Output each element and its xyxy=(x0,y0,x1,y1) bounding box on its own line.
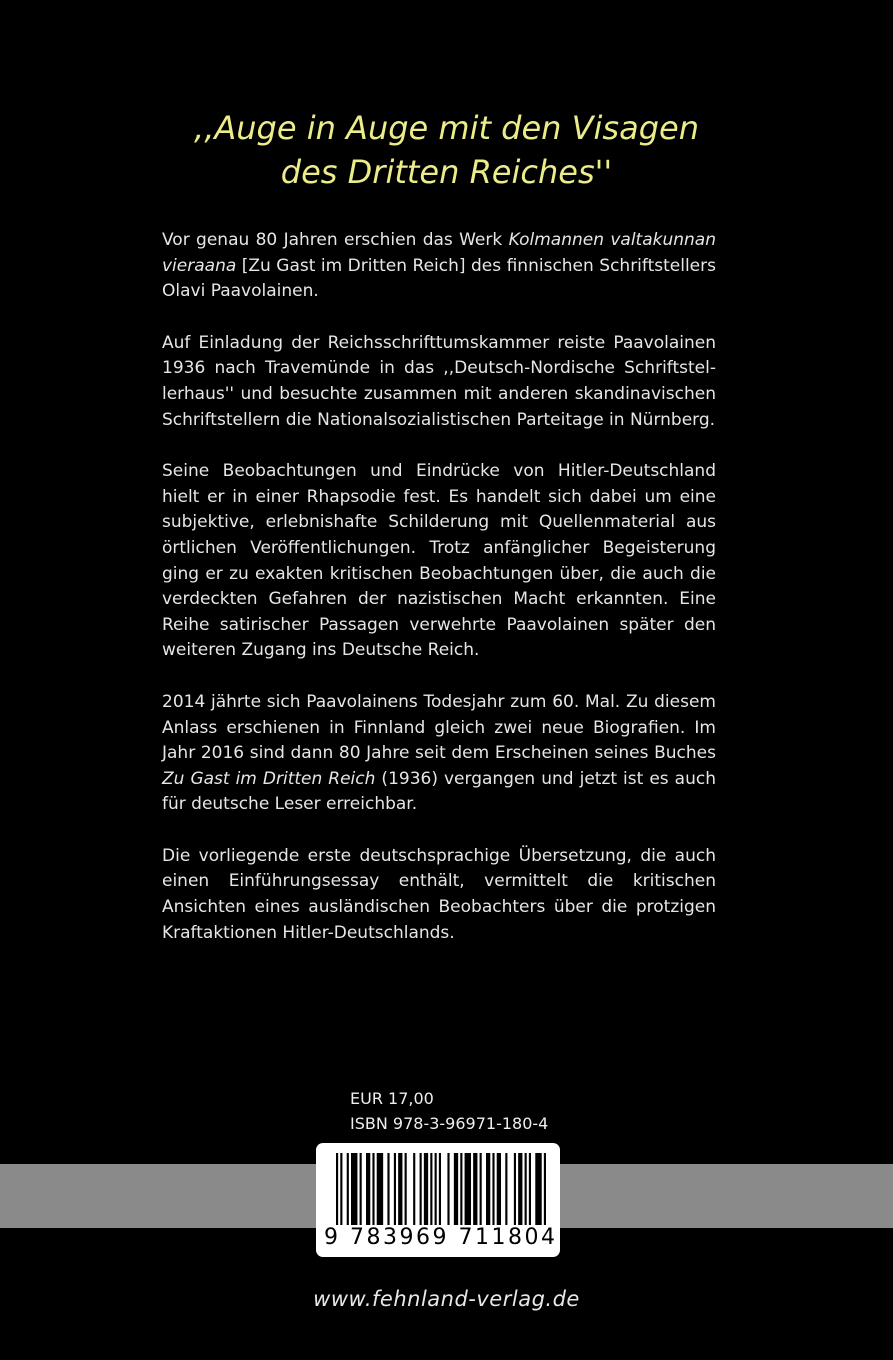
barcode-bar xyxy=(529,1153,531,1225)
barcode-bar xyxy=(465,1153,471,1225)
paragraph-5: Die vorliegende erste deutschsprachige Übersetzung, die auch einen Einführungsessay enthält, vermittelt die kritischen Ansichten eines ausländischen Beobachters über die protzigen Kraftaktionen Hitler-Deutschlands. xyxy=(162,845,716,943)
barcode-bar xyxy=(336,1153,338,1225)
blurb-text xyxy=(162,228,716,972)
barcode-bar xyxy=(505,1153,507,1225)
barcode-bar xyxy=(351,1153,357,1225)
barcode-bar xyxy=(535,1153,541,1225)
barcode-bar xyxy=(497,1153,501,1225)
barcode-bar xyxy=(454,1153,458,1225)
paragraph-4-book-title: Zu Gast im Dritten Reich xyxy=(162,768,376,789)
barcode-bar xyxy=(340,1153,342,1225)
paragraph-1 xyxy=(162,228,716,305)
price-isbn-block xyxy=(350,1086,548,1136)
barcode-bar xyxy=(435,1153,437,1225)
barcode-bar xyxy=(394,1153,396,1225)
paragraph-3: Seine Beobachtungen und Eindrücke von Hitler-Deutschland hielt er in einer Rhapsodie fest. Es handelt sich dabei um eine subjektive, erlebnishafte Schilderung mit Quellenmaterial aus örtlichen Veröffentlichungen. Trotz anfänglicher Begeisterung ging er zu exakten kritischen Beobachtungen über, die auch die verdeckten Gefahren der nazistischen Macht erkannten. Eine Reihe satirischer Passagen verwehrte Paavolainen später den weiteren Zugang ins Deutsche Reich. xyxy=(162,461,716,661)
publisher-website: www.fehnland-verlag.de xyxy=(313,1287,580,1311)
barcode-bar xyxy=(377,1153,383,1225)
barcode-bar xyxy=(514,1153,516,1225)
barcode-bar xyxy=(480,1153,482,1225)
barcode-bar xyxy=(447,1153,449,1225)
title-line-2: des Dritten Reiches'' xyxy=(280,153,613,191)
barcode-bar xyxy=(544,1153,546,1225)
barcode xyxy=(316,1143,560,1257)
barcode-bar xyxy=(405,1153,407,1225)
barcode-bar xyxy=(347,1153,349,1225)
price: EUR 17,00 xyxy=(350,1089,434,1108)
title-line-1: ,,Auge in Auge mit den Visagen xyxy=(194,109,699,147)
paragraph-1-text-a: Vor genau 80 Jahren erschien das Werk xyxy=(162,230,509,250)
barcode-bar xyxy=(430,1153,432,1225)
paragraph-1-text-c: [Zu Gast im Dritten Reich] des finnischen Schriftstellers Olavi Paavolainen. xyxy=(162,255,716,302)
barcode-bar xyxy=(413,1153,415,1225)
paragraph-4-text-a: 2014 jährte sich Paavolainens Todesjahr zum 60. Mal. Zu diesem Anlass erschienen in Finnland gleich zwei neue Biografien. Im Jahr 2016 sind dann 80 Jahre seit dem Erscheinen seines Buches xyxy=(162,691,716,764)
barcode-bar xyxy=(460,1153,462,1225)
barcode-bar xyxy=(473,1153,477,1225)
barcode-bar xyxy=(486,1153,490,1225)
barcode-bar xyxy=(525,1153,527,1225)
barcode-bar xyxy=(518,1153,522,1225)
barcode-bars xyxy=(336,1153,546,1231)
isbn: ISBN 978-3-96971-180-4 xyxy=(350,1114,549,1133)
barcode-bar xyxy=(420,1153,422,1225)
barcode-bar xyxy=(424,1153,428,1225)
paragraph-1-book-title: Kolmannen valtakunnan vieraana xyxy=(162,230,716,276)
barcode-bar xyxy=(439,1153,441,1225)
paragraph-4-text-c: (1936) vergangen und jetzt ist es auch für deutsche Leser erreichbar. xyxy=(162,768,716,815)
paragraph-4 xyxy=(162,690,716,818)
barcode-bar xyxy=(360,1153,362,1225)
barcode-bar xyxy=(492,1153,494,1225)
barcode-bar xyxy=(372,1153,374,1225)
barcode-bar xyxy=(398,1153,402,1225)
paragraph-2: Auf Einladung der Reichsschrifttumskammer reiste Paavolainen 1936 nach Travemünde in das ,,Deutsch-Nordische Schriftstellerhaus'' und besuchte zusammen mit anderen skandinavischen Schriftstellern die Nationalsozialistischen Parteitage in Nürnberg. xyxy=(162,332,716,430)
barcode-bar xyxy=(387,1153,389,1225)
barcode-bar xyxy=(366,1153,370,1225)
barcode-digits: 9 783969 711804 xyxy=(324,1225,558,1250)
back-cover-title xyxy=(110,106,783,194)
